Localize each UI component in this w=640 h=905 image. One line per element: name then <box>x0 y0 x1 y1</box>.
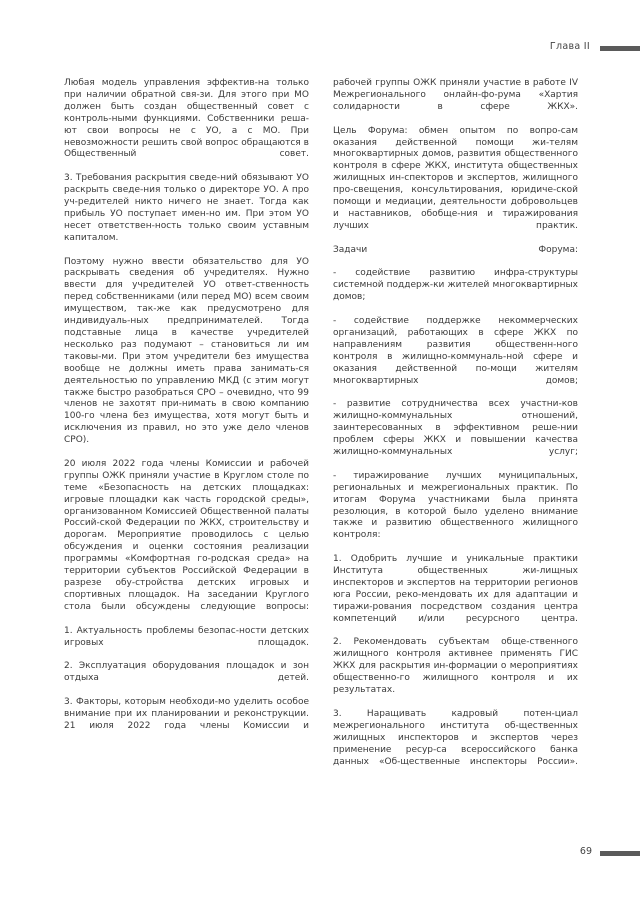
paragraph: - содействие развитию инфра-структуры системной поддерж-ки жителей многоквартирных домов; <box>333 268 578 303</box>
paragraph: Задачи Форума: <box>333 244 578 255</box>
left-column <box>64 78 309 745</box>
paragraph: 3. Требования раскрытия сведе-ний обязывают УО раскрыть сведе-ния только о директоре УО. А про уч-редителей никто ничего не знает. Тогда как прибыль УО поступает имен-но им. При этом УО несет ответствен-ность только своим уставным капиталом. <box>64 173 309 243</box>
paragraph: 2. Рекомендовать субъектам обще-ственного жилищного контроля активнее применять ГИС ЖКХ для раскрытия ин-формации о мероприятиях общественно-го жилищного контроля и их результатах. <box>333 637 578 696</box>
paragraph: 3. Наращивать кадровый потен-циал межрегионального института об-щественных жилищных инспекторов и экспертов через применение ресур-са всероссийского банка данных «Об-щественные инспекторы России». <box>333 708 578 767</box>
header-decorative-bar <box>600 46 640 51</box>
paragraph: - тиражирование лучших муниципальных, региональных и межрегиональных практик. По итогам Форума участниками была принята резолюция, в которой было уделено внимание также и развитию общественного жилищного контроля: <box>333 470 578 541</box>
paragraph: рабочей группы ОЖК приняли участие в работе IV Межрегионального онлайн-фо-рума «Хартия солидарности в сфере ЖКХ». <box>333 78 578 112</box>
paragraph: 2. Эксплуатация оборудования площадок и зон отдыха детей. <box>64 661 309 684</box>
paragraph: - развитие сотрудничества всех участни-ков жилищно-коммунальных отношений, заинтересованных в эффективном реше-нии проблем сферы ЖКХ и повышении качества жилищно-коммунальных услуг; <box>333 399 578 458</box>
footer-decorative-bar <box>600 851 640 856</box>
paragraph: 1. Актуальность проблемы безопас-ности детских игровых площадок. <box>64 625 309 648</box>
paragraph: Любая модель управления эффектив-на только при наличии обратной свя-зи. Для этого при МО должен быть создан общественный совет с контроль-ными функциями. Собственники реша-ют свои вопросы не с УО, а с МО. При невозможности решить свой вопрос обращаются в Общественный совет. <box>64 78 309 160</box>
page-number: 69 <box>579 846 592 857</box>
chapter-title: Глава II <box>549 41 590 52</box>
paragraph: 20 июля 2022 года члены Комиссии и рабочей группы ОЖК приняли участие в Круглом столе по теме «Безопасность на детских площадках: игровые площадки как часть городской среды», организованном Комиссией Общественной палаты Россий-ской Федерации по ЖКХ, строительству и дорогам. Мероприятие проводилось с целью обсуждения и оценки состояния реализации программы «Комфортная го-родская среда» на территории субъектов Российской Федерации в разрезе обу-стройства детских игровых и спортивных площадок. На заседании Круглого стола были обсуждены следующие вопросы: <box>64 458 309 612</box>
paragraph: - содействие поддержке некоммерческих организаций, работающих в сфере ЖКХ по направлениям развития общественн-ного контроля в жилищно-коммуналь-ной сфере и оказания действенной по-мощи жителям многоквартирных домов; <box>333 316 578 386</box>
right-column <box>333 78 578 780</box>
paragraph: 3. Факторы, которым необходи-мо уделить особое внимание при их планировании и реконструкции. 21 июля 2022 года члены Комиссии и <box>64 697 309 731</box>
paragraph: Поэтому нужно ввести обязательство для УО раскрывать сведения об учредителях. Нужно ввести для учредителей УО ответ-ственность перед собственниками (или перед МО) всем своим имуществом, так-же как предусмотрено для индивидуаль-ных предпринимателей. Тогда подставные лица в качестве учредителей несколько раз подумают – становиться ли им таковы-ми. При этом учредители без имущества вообще не должны иметь права занимать-ся деятельностью по управлению МКД (с этим могут также быстро разобраться СРО – очевидно, что 99 членов не захотят при-нимать в свою компанию 100-го члена без имущества, хотя могут быть и исключения из правил, но это уже дело членов СРО). <box>64 256 309 446</box>
paragraph: Цель Форума: обмен опытом по вопро-сам оказания действенной помощи жи-телям многоквартирных домов, развития общественного контроля в сфере ЖКХ, института общественных жилищных ин-спекторов и экспертов, жилищного про-свещения, консультирования, юридиче-ской помощи и медиации, деятельности добровольцев и наставников, обобще-ния и тиражирования лучших практик. <box>333 125 578 231</box>
paragraph: 1. Одобрить лучшие и уникальные практики Института общественных жи-лищных инспекторов и экспертов на территории регионов юга России, реко-мендовать их для адаптации и тиражи-рования посредством создания центра компетенций и/или ресурсного центра. <box>333 554 578 624</box>
